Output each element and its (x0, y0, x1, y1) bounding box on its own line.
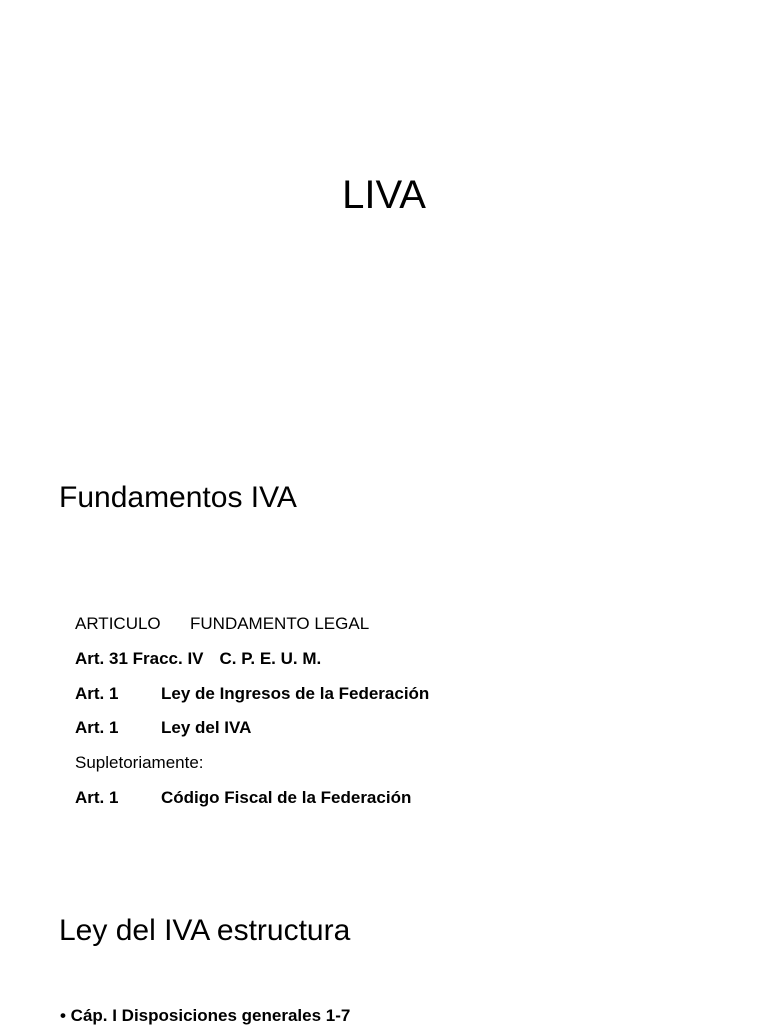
fundamentos-table (75, 612, 429, 821)
header-articulo: ARTICULO (75, 614, 161, 633)
table-row (75, 786, 429, 821)
table-row (75, 716, 429, 751)
row-article: Art. 31 Fracc. IV (75, 648, 204, 668)
table-row (75, 682, 429, 717)
supletoriamente-note (75, 751, 429, 786)
note-text: Supletoriamente: (75, 753, 204, 773)
row-article: Art. 1 (75, 718, 119, 738)
list-item: • Cáp. I Disposiciones generales 1-7 (60, 1006, 351, 1025)
row-article: Art. 1 (75, 787, 119, 807)
row-article: Art. 1 (75, 683, 119, 703)
row-law: Código Fiscal de la Federación (161, 787, 412, 807)
row-law: C. P. E. U. M. (219, 648, 322, 668)
row-law: Ley del IVA (161, 718, 252, 738)
row-law: Ley de Ingresos de la Federación (161, 683, 430, 703)
table-header (75, 612, 429, 647)
header-fundamento-legal: FUNDAMENTO LEGAL (190, 614, 370, 633)
slide-title-liva: LIVA (342, 173, 426, 217)
fundamentos-title: Fundamentos IVA (59, 481, 297, 514)
table-row (75, 647, 429, 682)
ley-iva-estructura-title: Ley del IVA estructura (59, 914, 351, 947)
